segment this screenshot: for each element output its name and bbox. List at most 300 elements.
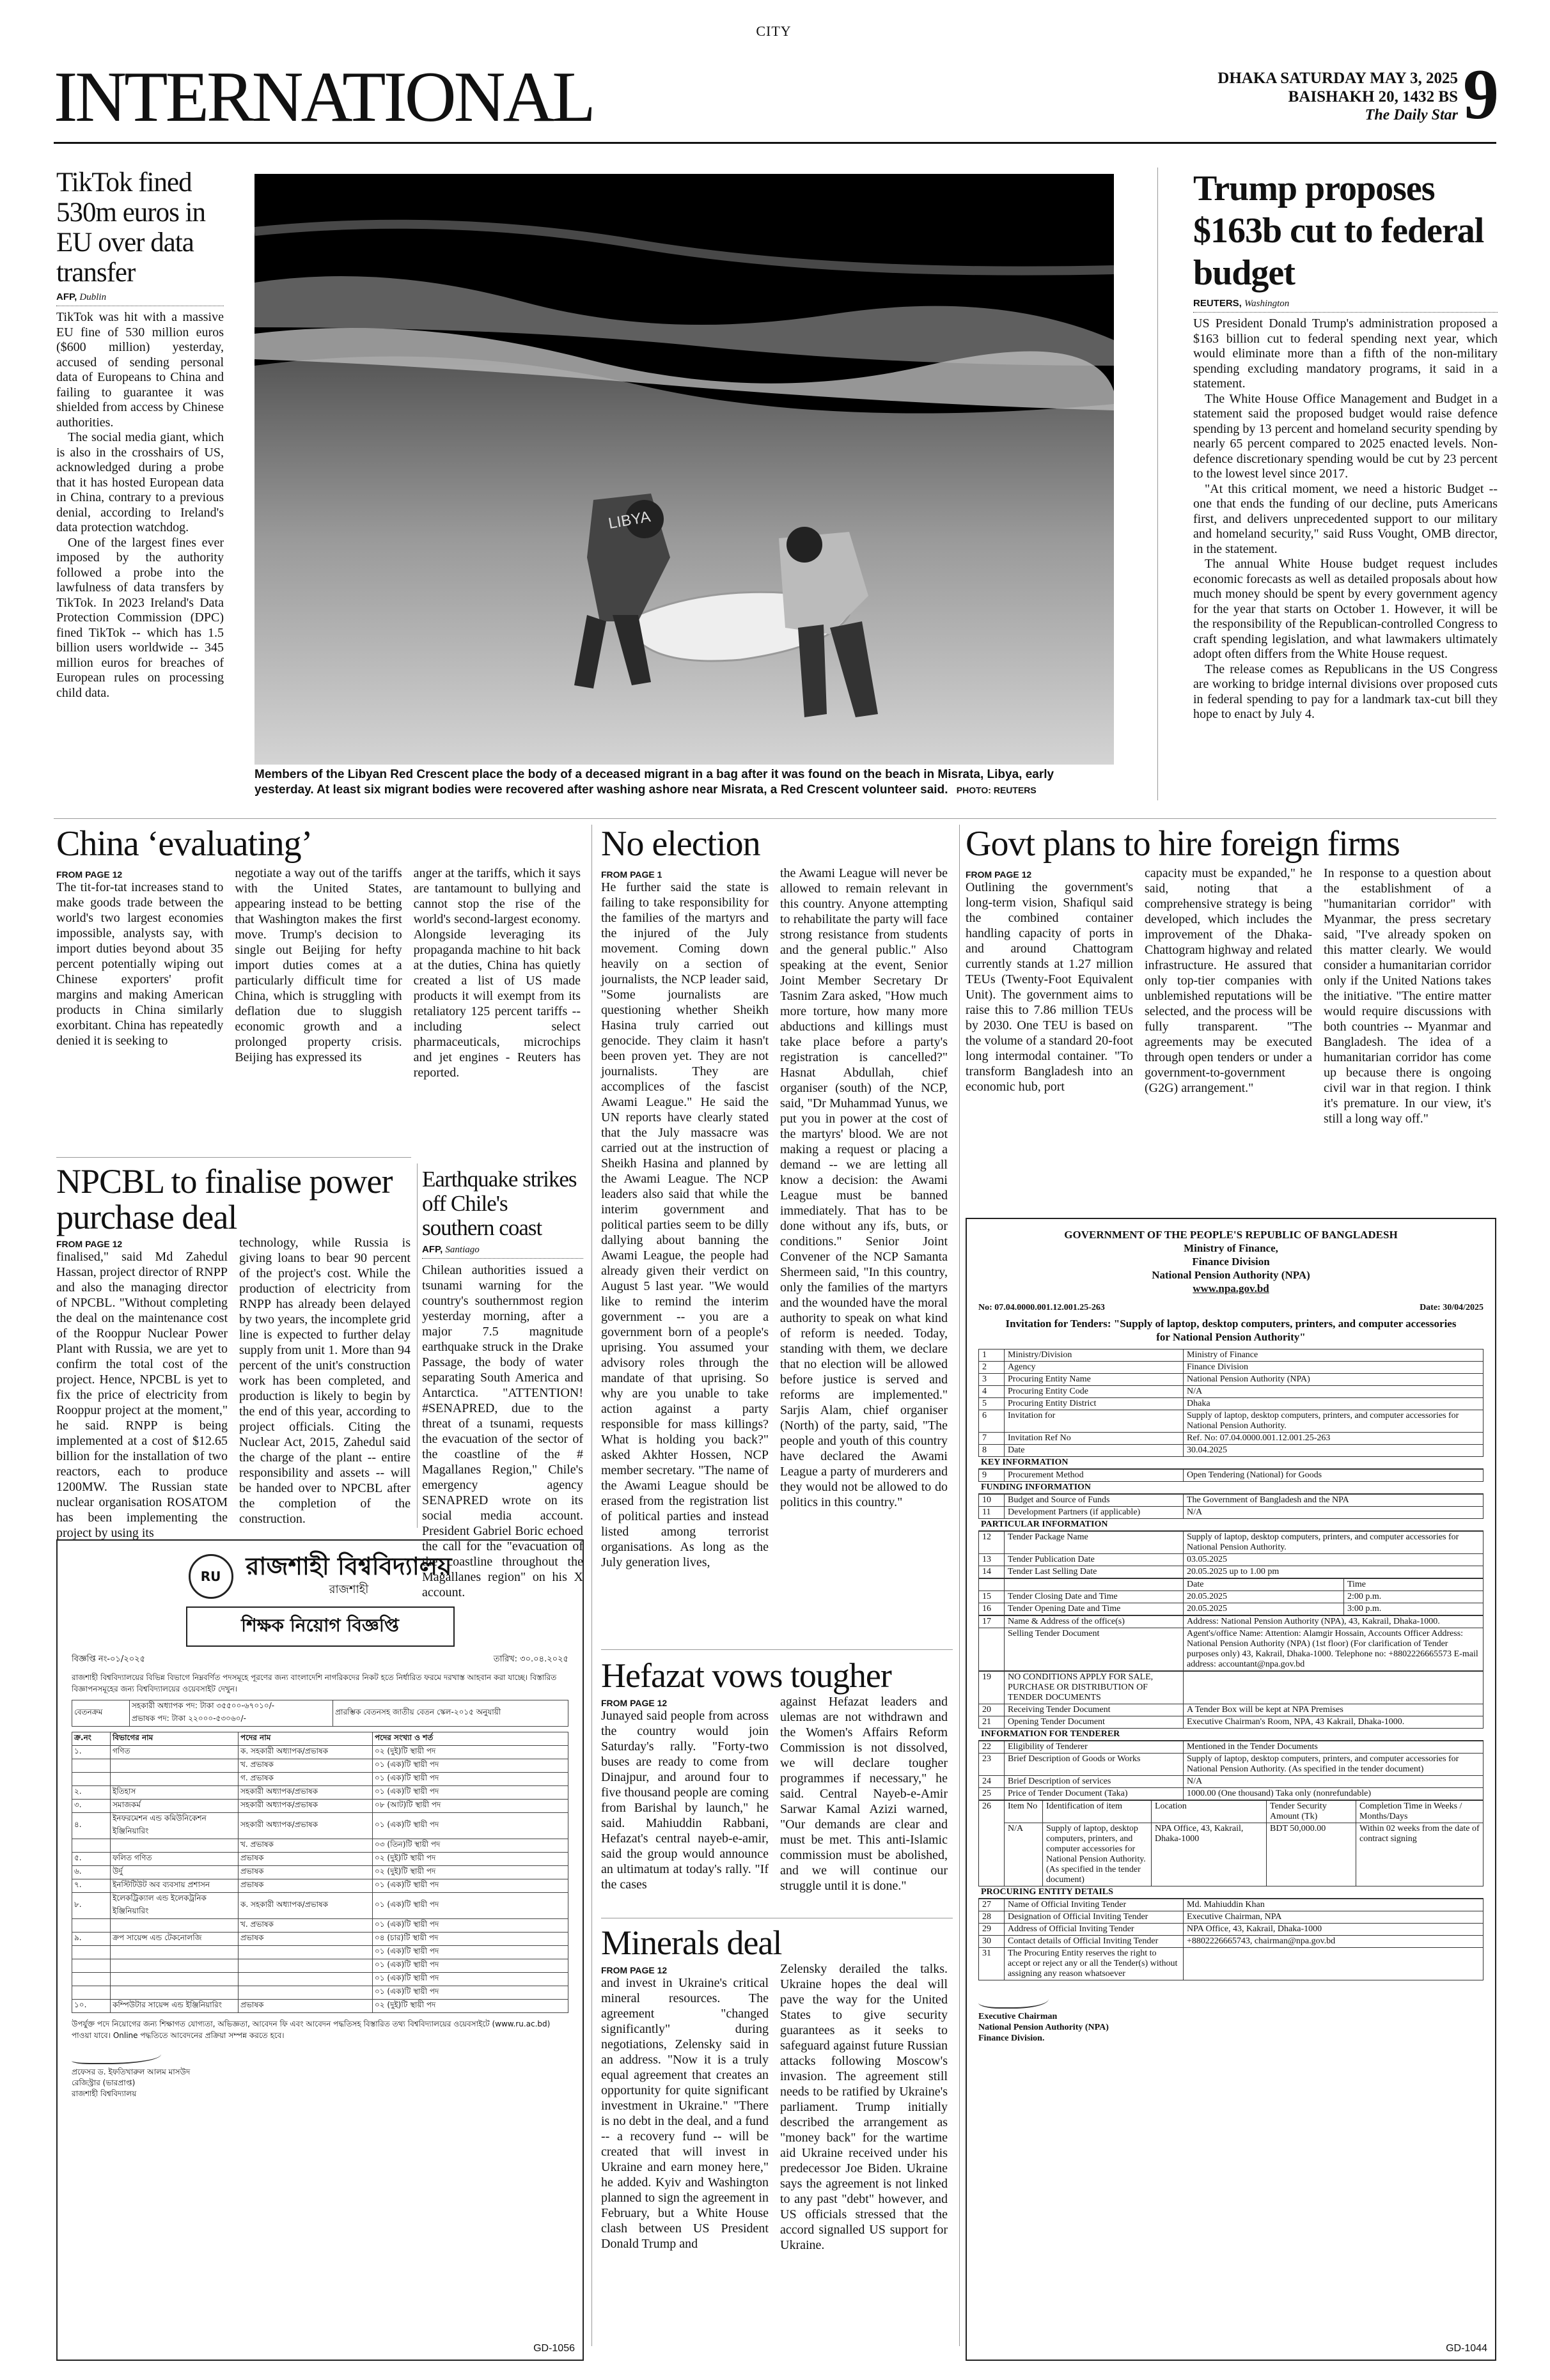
govt-col-1: Outlining the government's long-term vision, Shafiqul said the combined container handling capacity of ports in and around Chattogram currently stands at 1.27 million TEUs (Twenty-Foot Equivalent Unit). The government aims to raise this to 7.86 million TEUs by 2030. One TEU is based on the volume of a standard 20-foot long intermodal container. "To transform Bangladesh into an economic hub, port — [966, 880, 1133, 1094]
ru-post-row — [72, 1839, 568, 1853]
ru-post-row-cell — [239, 1959, 373, 1973]
npa-row-cell — [1184, 1948, 1483, 1980]
ru-post-row-cell: ০২ (দুই)টি স্থায়ী পদ — [373, 1866, 568, 1879]
ru-post-row — [72, 1893, 568, 1919]
npa-row-cell: Eligibility of Tenderer — [1005, 1741, 1184, 1754]
npa-row — [979, 1754, 1483, 1776]
election-story — [601, 825, 953, 1570]
ru-post-row-cell: সহকারী অধ্যাপক/প্রভাষক — [239, 1800, 373, 1813]
npa-row17-no: 17 — [979, 1616, 1005, 1628]
photo-credit: PHOTO: REUTERS — [956, 785, 1037, 795]
quake-rule — [417, 1163, 418, 1528]
npa-invitation-title: Invitation for Tenders: "Supply of laptop, desktop computers, printers, and computer accessories for National Pension Authority" — [1005, 1318, 1457, 1343]
ru-post-row-cell: ২. — [72, 1786, 111, 1800]
hefazat-headline: Hefazat vows tougher — [601, 1656, 891, 1695]
npa-row — [979, 1603, 1483, 1615]
ru-post-row-cell — [72, 1959, 111, 1973]
npa-row-cell: 12 — [979, 1532, 1005, 1554]
divider-npcbl — [56, 1157, 411, 1158]
npa-signature-scribble — [978, 1989, 1049, 2009]
npa-row-cell: Md. Mahiuddin Khan — [1184, 1899, 1483, 1911]
npa-row-cell: The Procuring Entity reserves the right to accept or reject any or all the Tender(s) without assigning any reason whatsoever — [1005, 1948, 1184, 1980]
govt-story — [966, 825, 1496, 1126]
ru-post-row-cell: ০১ (এক)টি স্থায়ী পদ — [373, 1759, 568, 1773]
ru-post-row-cell: কম্পিউটার সায়েন্স এন্ড ইঞ্জিনিয়ারিং — [111, 2000, 239, 2013]
ru-post-row-cell: ০২ (দুই)টি স্থায়ী পদ — [373, 1746, 568, 1759]
ru-post-row-cell: খ. প্রভাষক — [239, 1839, 373, 1853]
npa-table-h — [978, 1899, 1483, 1980]
ru-scale-note: প্রারম্ভিক বেতনসহ জাতীয় বেতন স্কেল-২০১৫ অনুযায়ী — [333, 1700, 568, 1727]
ru-post-row-cell: ০১ (এক)টি স্থায়ী পদ — [373, 1986, 568, 2000]
npa-row-cell: Supply of laptop, desktop computers, printers, and computer accessories for National Pension Authority. — [1184, 1410, 1483, 1433]
npa-row — [979, 1776, 1483, 1788]
npa-ref-date: Date: 30/04/2025 — [1420, 1303, 1483, 1312]
trump-dateline: REUTERS, Washington — [1193, 298, 1290, 309]
ru-post-row — [72, 1986, 568, 2000]
ru-post-row-cell: ০৮ (আট)টি স্থায়ী পদ — [373, 1800, 568, 1813]
npa-row-cell: Procuring Entity District — [1005, 1398, 1184, 1410]
npa-row-cell: 22 — [979, 1741, 1005, 1754]
divider-row-1 — [54, 818, 1496, 819]
npa-row-cell: 31 — [979, 1948, 1005, 1980]
ru-post-row — [72, 1853, 568, 1866]
election-rule — [591, 825, 592, 2346]
npa-row-cell: 1000.00 (One thousand) Taka only (nonrefundable) — [1184, 1788, 1483, 1800]
npa-row-cell: 2:00 p.m. — [1343, 1591, 1483, 1603]
ru-post-row-cell: ০১ (এক)টি স্থায়ী পদ — [373, 1893, 568, 1919]
npa-lot-table: 26 Item No Identification of item Location Tender Security Amount (Tk) Completion Time in Weeks / Months/Days N/A Supply of laptop, desktop computers, printers, and computer accessories for National Pension Authority. (As specified in the tender document) NPA Office, 43, Kakrail, Dhaka-1000 BDT 50,000.00 Within 02 weeks from the date of contract signing — [978, 1800, 1483, 1886]
npa-row — [979, 1445, 1483, 1457]
ru-post-row-cell — [72, 1773, 111, 1786]
npa-sec-key: KEY INFORMATION — [978, 1457, 1483, 1469]
minerals-from: FROM PAGE 12 — [601, 1965, 668, 1975]
ru-post-row-cell: ০৩ (তিন)টি স্থায়ী পদ — [373, 1839, 568, 1853]
ru-post-row — [72, 1946, 568, 1959]
quake-story — [422, 1167, 583, 1600]
ru-post-row-cell — [72, 1986, 111, 2000]
npa-header-3: Finance Division — [1192, 1256, 1270, 1268]
trump-rule — [1157, 167, 1158, 800]
ru-post-row-cell: ০১ (এক)টি স্থায়ী পদ — [373, 1879, 568, 1893]
npa-row-cell: 29 — [979, 1924, 1005, 1936]
npa-row — [979, 1495, 1483, 1507]
npa-header-2: Ministry of Finance, — [1184, 1242, 1278, 1254]
npa-row17b-value: Agent's/office Name: Attention: Alamgir Hossain, Accounts Officer Address: National Pension Authority (NPA) (1st floor) (For clarification of Tender purposes only) 43, Kakrail, Dhaka-1000. Telephone no: +8802226665573 E-mail address: accountant@npa.gov.bd — [1184, 1628, 1483, 1671]
npa-row-cell: 25 — [979, 1788, 1005, 1800]
npa-row-cell: Address of Official Inviting Tender — [1005, 1924, 1184, 1936]
ru-post-row — [72, 1879, 568, 1893]
npa-row-cell: 20.05.2025 — [1184, 1603, 1344, 1615]
vest-text: LIBYA — [607, 508, 652, 533]
npa-row-cell: Open Tendering (National) for Goods — [1184, 1470, 1483, 1482]
npa-row — [979, 1374, 1483, 1386]
news-photo — [254, 174, 1114, 765]
npa-row-cell: Ministry of Finance — [1184, 1349, 1483, 1362]
npa-row-cell: Invitation Ref No — [1005, 1433, 1184, 1445]
npa-row-cell: Ref. No: 07.04.0000.001.12.001.25-263 — [1184, 1433, 1483, 1445]
govt-col-3: In response to a question about the establishment of a "humanitarian corridor" with Myanmar, the press secretary said, "I've already spoken on this matter clearly. We would consider a humanitarian corridor only if the United Nations takes the initiative. "The entire matter would require discussions with both countries -- Myanmar and Bangladesh. The idea of a humanitarian corridor has come up because there is ongoing civil war in that region. I think it's premature. In our view, it's still a long way off." — [1324, 866, 1491, 1126]
minerals-col-2: Zelensky derailed the talks. Ukraine hopes the deal will pave the way for the United States to give security guarantees as it seeks to safeguard against future Russian attacks following Moscow's invasion. The agreement still needs to be ratified by Ukraine's parliament. Trump initially described the arrangement as "money back" for the wartime aid Ukraine received under his predecessor Joe Biden. Ukraine says the agreement is not linked to any past "debt" however, and US officials stressed that the accord signalled US support for Ukraine. — [780, 1962, 948, 2252]
ru-post-row-cell: সমাজকর্ম — [111, 1800, 239, 1813]
npa-row — [979, 1788, 1483, 1800]
npa-row — [979, 1936, 1483, 1948]
ru-post-row-cell — [239, 1986, 373, 2000]
npa-row-cell: 14 — [979, 1566, 1005, 1578]
npa-date-hdr: Date — [1184, 1579, 1344, 1591]
npa-row — [979, 1716, 1483, 1729]
npa-row-cell: 2 — [979, 1362, 1005, 1374]
masthead-rule — [54, 142, 1496, 144]
npa-row — [979, 1948, 1483, 1980]
npa-row-cell: NPA Office, 43, Kakrail, Dhaka-1000 — [1184, 1924, 1483, 1936]
npa-row — [979, 1704, 1483, 1716]
ru-post-row-cell — [111, 1773, 239, 1786]
ru-post-row-cell: প্রভাষক — [239, 2000, 373, 2013]
npa-row-cell: Designation of Official Inviting Tender — [1005, 1911, 1184, 1924]
npa-row-cell: NO CONDITIONS APPLY FOR SALE, PURCHASE OR DISTRIBUTION OF TENDER DOCUMENTS — [1005, 1672, 1184, 1704]
npa-row-cell: Supply of laptop, desktop computers, printers, and computer accessories for National Pension Authority. (As specified in the tender document) — [1184, 1754, 1483, 1776]
minerals-headline: Minerals deal — [601, 1924, 782, 1962]
npcbl-col-2: technology, while Russia is giving loans to bear 90 percent of the project's cost. While the production of electricity from RNPP has already been delayed by two years, the incomplete grid line is expected to further delay supply from unit 1. More than 94 percent of the unit's construction work has been completed, and production is likely to begin by the end of this year, according to project officials. Citing the Nuclear Act, 2015, Zahedul said the charge of the plant -- entire responsibility and assets -- will be handed over to NPCBL after the completion of the construction. — [239, 1236, 411, 1526]
ru-scale-label: বেতনক্রম — [72, 1700, 130, 1727]
npa-row — [979, 1532, 1483, 1554]
npa-row-cell: 9 — [979, 1470, 1005, 1482]
trump-headline: Trump proposes $163b cut to federal budget — [1193, 169, 1484, 293]
npa-row-cell: 3 — [979, 1374, 1005, 1386]
ru-post-row-cell — [111, 1839, 239, 1853]
ru-intro: রাজশাহী বিশ্ববিদ্যালয়ের বিভিন্ন বিভাগে নিম্নবর্ণিত পদসমূহে পূরণের জন্য বাংলাদেশি নাগরিকদের নিকট হতে নির্ধারিত ফরমে দরখাস্ত আহবান করা যাচ্ছে। বিস্তারিত বিজ্ঞাপনসমূহের জন্য বিশ্ববিদ্যালয়ের ওয়েবসাইট দেখুন। — [72, 1673, 557, 1693]
date-block — [1164, 69, 1458, 125]
ru-post-row-cell: ৫. — [72, 1853, 111, 1866]
npa-row-cell: 20.05.2025 — [1184, 1591, 1344, 1603]
ru-post-row-cell: ০১ (এক)টি স্থায়ী পদ — [373, 1786, 568, 1800]
npa-row — [979, 1741, 1483, 1754]
npa-row-cell: Tender Package Name — [1005, 1532, 1184, 1554]
ru-post-row-cell: ক. সহকারী অধ্যাপক/প্রভাষক — [239, 1893, 373, 1919]
ru-post-row-cell: প্রভাষক — [239, 1853, 373, 1866]
npa-row — [979, 1398, 1483, 1410]
npa-row-cell: 28 — [979, 1911, 1005, 1924]
npa-row-cell: N/A — [1184, 1507, 1483, 1519]
npa-sec-tenderer: INFORMATION FOR TENDERER — [978, 1729, 1483, 1741]
npa-row-cell: N/A — [1184, 1776, 1483, 1788]
ru-post-row — [72, 2000, 568, 2013]
election-col-1: He further said the state is failing to take responsibility for the families of the martyrs and the injured of the July movement. Coming down heavily on a section of journalists, the NCP leader said, "Some journalists are questioning whether Sheikh Hasina truly carried out genocide. They claim it hasn't been proven yet. They are not journalists. They are accomplices of the fascist Awami League." He said the UN reports have clearly stated that the July massacre was carried out at the instruction of Sheikh Hasina and planned by the Awami League. The NCP leaders also said that while the interim government and political parties seem to be dilly dallying about banning the Awami League, the people had already given their verdict on August 5 last year. "We would like to remind the interim government -- you are a government born of a people's uprising. You assumed your advisory roles through the mandate of that uprising. So why are you unable to take action against a party responsible for mass killings? What is holding you back?" asked Akhter Hossen, NCP member secretary. "The name of the Awami League should be erased from the registration list of political parties and instead listed among terrorist organisations. As long as the July generation lives, — [601, 880, 769, 1569]
npa-row-cell: Opening Tender Document — [1005, 1716, 1184, 1729]
ru-post-row-cell: ৮. — [72, 1893, 111, 1919]
trump-body: US President Donald Trump's administration proposed a $163 billion cut to federal spending next year, which would eliminate more than a fifth of the non-military spending excluding mandatory programs, it said in a statement. The White House Office Management and Budget in a statement said the proposed budget would raise defence spending by 13 percent and homeland security spending by nearly 65 percent compared to 2025 enacted levels. Non-defence discretionary spending would be cut by 23 percent to the lowest level since 2017. "At this critical moment, we need a historic Budget -- one that ends the funding of our decline, puts Americans first, and delivers unprecedented support to our military and homeland security," said Russ Vought, OMB director, in the statement. The annual White House budget request includes economic forecasts as well as detailed proposals about how much money should be spent by every government agency for the year that starts on October 1. However, it will be the responsibility of the Republican-controlled Congress to craft spending legislation, and what lawmakers ultimately adopt often differs from the White House request. The release comes as Republicans in the US Congress are working to bridge internal divisions over proposed cuts in federal spending to pay for a landmark tax-cut bill they hope to enact by July 4. — [1193, 316, 1498, 721]
npa-row-cell: Procuring Entity Name — [1005, 1374, 1184, 1386]
china-headline: China ‘evaluating’ — [56, 824, 313, 864]
date-line-2: BAISHAKH 20, 1432 BS — [1288, 88, 1458, 105]
ru-ref: বিজ্ঞপ্তি নং-০১/২০২৫ — [72, 1654, 146, 1664]
npa-row17-label: Name & Address of the office(s) — [1005, 1616, 1184, 1628]
ru-post-row-cell: ইনস্টিটিউট অব ব্যবসায় প্রশাসন — [111, 1879, 239, 1893]
ru-post-row-cell: ০১ (এক)টি স্থায়ী পদ — [373, 1919, 568, 1933]
beach-photo-illustration — [254, 174, 1114, 765]
npa-row-cell: Procuring Entity Code — [1005, 1386, 1184, 1398]
photo-caption: Members of the Libyan Red Crescent place the body of a deceased migrant in a bag after it was found on the beach in Misrata, Libya, early yesterday. At least six migrant bodies were recovered after washing ashore near Misrata, a Red Crescent volunteer said. PHOTO: REUTERS — [254, 768, 1054, 797]
npa-row-cell: Procurement Method — [1005, 1470, 1184, 1482]
ru-post-row-cell — [239, 1973, 373, 1986]
npa-row — [979, 1899, 1483, 1911]
npa-row — [979, 1911, 1483, 1924]
ru-post-row-cell — [239, 1946, 373, 1959]
ru-scale-values: সহকারী অধ্যাপক পদ: টাকা ৩৫৫০০-৬৭০১০/- প্রভাষক পদ: টাকা ২২০০০-৫৩০৬০/- — [130, 1700, 333, 1727]
npa-row-cell: 7 — [979, 1433, 1005, 1445]
npa-row-cell: The Government of Bangladesh and the NPA — [1184, 1495, 1483, 1507]
date-line-1: DHAKA SATURDAY MAY 3, 2025 — [1217, 70, 1458, 87]
npa-row-cell: Brief Description of services — [1005, 1776, 1184, 1788]
ru-post-row-cell — [111, 1919, 239, 1933]
npa-row — [979, 1507, 1483, 1519]
ru-post-row-cell: ০১ (এক)টি স্থায়ী পদ — [373, 1959, 568, 1973]
npa-row-cell: Executive Chairman, NPA — [1184, 1911, 1483, 1924]
npa-row-cell: 23 — [979, 1754, 1005, 1776]
npa-row-cell: Price of Tender Document (Taka) — [1005, 1788, 1184, 1800]
npa-row-cell: A Tender Box will be kept at NPA Premises — [1184, 1704, 1483, 1716]
npa-row-cell: Tender Last Selling Date — [1005, 1566, 1184, 1578]
ru-post-row — [72, 1866, 568, 1879]
npa-row-cell: Invitation for — [1005, 1410, 1184, 1433]
ru-post-row-cell: খ. প্রভাষক — [239, 1759, 373, 1773]
ru-post-row — [72, 1786, 568, 1800]
ru-post-row-cell: ৬. — [72, 1866, 111, 1879]
npa-row-cell: Name of Official Inviting Tender — [1005, 1899, 1184, 1911]
npa-row — [979, 1470, 1483, 1482]
election-col-2: the Awami League will never be allowed to remain relevant in this country. Anyone attempting to rehabilitate the party will face strong resistance from students and the general public." Also speaking at the event, Senior Joint Member Secretary Dr Tasnim Zara asked, "How much more torture, how many more abductions and killings must take place before a party's registration is cancelled?" Hasnat Abdullah, chief organiser (south) of the NCP, said, "Dr Muhammad Yunus, we put you in power at the cost of the martyrs' blood. We are not making a request or placing a demand -- we are letting all know a decision: the Awami League must be banned immediately. That has to be done without any ifs, buts, or conditions." Senior Joint Convener of the NCP Samanta Shermeen said, "In this country, only the families of the martyrs and the wounded have the moral authority to speak on what kind of reform is needed. Today, standing with them, we declare that no election will be allowed before justice is served and reforms are implemented." Sarjis Alam, chief organiser (North) of the party, said, "The people and youth of this country have declared the Awami League a party of murderers and they would not be allowed to do politics in this country." — [780, 866, 948, 1509]
npa-row-cell — [1184, 1672, 1483, 1704]
npa-header-5: www.npa.gov.bd — [1193, 1282, 1269, 1295]
ru-post-row-cell: গণিত — [111, 1746, 239, 1759]
npa-time-hdr: Time — [1343, 1579, 1483, 1591]
npa-row-cell: 10 — [979, 1495, 1005, 1507]
npa-row-cell: 27 — [979, 1899, 1005, 1911]
ru-advertisement — [56, 1539, 584, 2361]
ru-post-row — [72, 1813, 568, 1839]
ru-post-row-cell: প্রভাষক — [239, 1933, 373, 1946]
ru-post-row — [72, 1959, 568, 1973]
ru-post-row — [72, 1746, 568, 1759]
ru-post-row-cell: ০১ (এক)টি স্থায়ী পদ — [373, 1946, 568, 1959]
npa-row-cell: 15 — [979, 1591, 1005, 1603]
ru-post-row-cell: প্রভাষক — [239, 1866, 373, 1879]
govt-headline: Govt plans to hire foreign firms — [966, 824, 1400, 864]
page-number: 9 — [1463, 55, 1499, 134]
npcbl-from: FROM PAGE 12 — [56, 1239, 123, 1249]
npa-row-cell: Dhaka — [1184, 1398, 1483, 1410]
ru-post-row-cell: ক. সহকারী অধ্যাপক/প্রভাষক — [239, 1746, 373, 1759]
npa-sec-details: PROCURING ENTITY DETAILS — [978, 1886, 1483, 1899]
ru-post-row — [72, 1800, 568, 1813]
ru-post-row-cell — [111, 1946, 239, 1959]
ru-post-row-cell: ফলিত গণিত — [111, 1853, 239, 1866]
ru-post-row-cell: প্রভাষক — [239, 1879, 373, 1893]
china-col-3: anger at the tariffs, which it says are tantamount to bullying and cannot stop the rise of the world's second-largest economy. Alongside leveraging its propaganda machine to hit back at the duties, China has quietly created a list of US made products it will exempt from its retaliatory 125 percent tariffs -- including select pharmaceuticals, microchips and jet engines - Reuters has reported. — [413, 866, 581, 1080]
npa-row-cell: Tender Publication Date — [1005, 1554, 1184, 1566]
ru-banner: শিক্ষক নিয়োগ বিজ্ঞপ্তি — [186, 1606, 455, 1647]
china-story — [56, 825, 581, 1080]
npa-row — [979, 1591, 1483, 1603]
npa-table-g — [978, 1741, 1483, 1800]
ru-subtitle: রাজশাহী — [329, 1583, 369, 1596]
govt-from: FROM PAGE 12 — [966, 869, 1032, 880]
ru-post-row-cell — [111, 1959, 239, 1973]
npa-row — [979, 1386, 1483, 1398]
ru-footer: উপর্যুক্ত পদে নিয়োগের জন্য শিক্ষাগত যোগ্যতা, অভিজ্ঞতা, আবেদন ফি এবং আবেদন পদ্ধতিসহ বিস্তারিত তথ্য বিশ্ববিদ্যালয়ের ওয়েবসাইটে (www.ru.ac.bd) পাওয়া যাবে। Online পদ্ধতিতে আবেদনের প্রক্রিয়া সম্পন্ন করতে হবে। — [72, 2019, 551, 2040]
section-tag: CITY — [756, 23, 792, 39]
npa-row-cell: Agency — [1005, 1362, 1184, 1374]
quake-headline: Earthquake strikes off Chile's southern coast — [422, 1167, 577, 1240]
npa-row-cell: 1 — [979, 1349, 1005, 1362]
ru-post-row-cell: ৩. — [72, 1800, 111, 1813]
npa-row-cell: 11 — [979, 1507, 1005, 1519]
quake-body: Chilean authorities issued a tsunami warning for the country's southernmost region yesterday morning, after a major 7.5 magnitude earthquake struck in the Drake Passage, the body of water separating South America and Antarctica. "ATTENTION! #SENAPRED, due to the threat of a tsunami, requests the evacuation of the sector of the coastline of the # Magallanes Region," Chile's emergency agency SENAPRED wrote on its social media account. President Gabriel Boric echoed the call for the "evacuation of the coastline throughout the Magallanes region" on his X account. — [422, 1263, 583, 1599]
npa-row-cell: Budget and Source of Funds — [1005, 1495, 1184, 1507]
npa-row-cell: N/A — [1184, 1386, 1483, 1398]
ru-scale-table — [72, 1700, 568, 1727]
npa-signature-block: Executive Chairman National Pension Authority (NPA) Finance Division. — [978, 1989, 1483, 2044]
ru-post-row-cell: ৯. — [72, 1933, 111, 1946]
ru-post-row-cell: ০১ (এক)টি স্থায়ী পদ — [373, 1813, 568, 1839]
npcbl-col-1: finalised," said Md Zahedul Hassan, project director of RNPP and also the managing director of NPCBL. "Without completing the deal on the maintenance cost of the Rooppur Nuclear Power Plant with Russia, we are yet to confirm the total cost of the project. Hence, NPCBL is yet to fix the price of electricity from Rooppur project at the moment," he said. RNPP is being implemented at a cost of $12.65 billion for the installation of two reactors, each to produce 1200MW. The Russian state nuclear organisation ROSATOM has been implementing the project by using its — [56, 1250, 228, 1540]
npa-row17-value: Address: National Pension Authority (NPA), 43, Kakrail, Dhaka-1000. — [1184, 1616, 1483, 1628]
npa-row-cell: 16 — [979, 1603, 1005, 1615]
trump-story — [1193, 167, 1498, 722]
govt-col-2: capacity must be expanded," he said, noting that a comprehensive strategy is being developed, which includes the improvement of the Dhaka-Chattogram highway and related infrastructure. He assured that only top-tier companies with unblemished reputations will be selected, and the process will be fully transparent. "The agreements may be executed through open tenders or under a government-to-government (G2G) arrangement." — [1145, 866, 1312, 1095]
ru-signature-scribble — [72, 2048, 161, 2064]
npa-row-cell: Contact details of Official Inviting Tender — [1005, 1936, 1184, 1948]
ru-code: GD-1056 — [533, 2343, 575, 2354]
npa-table-f — [978, 1671, 1483, 1729]
minerals-story — [601, 1924, 953, 2253]
npa-row-cell: 21 — [979, 1716, 1005, 1729]
ru-post-row-cell — [72, 1839, 111, 1853]
ru-posts-table — [72, 1732, 568, 2013]
ru-post-row-cell: ১০. — [72, 2000, 111, 2013]
npa-table-17 — [978, 1615, 1483, 1671]
npa-row — [979, 1566, 1483, 1578]
ru-post-row-cell: খ. প্রভাষক — [239, 1919, 373, 1933]
npa-sec-particular: PARTICULAR INFORMATION — [978, 1519, 1483, 1531]
minerals-col-1: and invest in Ukraine's critical mineral resources. The agreement "changed significantly" during negotiations, Zelensky said in an address. "Now it is a truly equal agreement that creates an opportunity for quite significant investment in Ukraine." "There is no debt in the deal, and a fund -- a recovery fund -- will be created that will invest in Ukraine and earn money here," he added. Kyiv and Washington planned to sign the agreement in February, but a White House clash between US President Donald Trump and — [601, 1976, 769, 2251]
ru-post-row-cell: ০১ (এক)টি স্থায়ী পদ — [373, 1973, 568, 1986]
ru-post-row-cell — [72, 1973, 111, 1986]
npa-row-cell: 4 — [979, 1386, 1005, 1398]
election-from: FROM PAGE 1 — [601, 869, 662, 880]
ru-post-row-cell: ১. — [72, 1746, 111, 1759]
hefazat-story — [601, 1657, 953, 1894]
npa-table-a — [978, 1349, 1483, 1457]
ru-post-row-cell: ইলেকট্রিক্যাল এন্ড ইলেকট্রনিক ইঞ্জিনিয়ারিং — [111, 1893, 239, 1919]
ru-post-row — [72, 1759, 568, 1773]
election-headline: No election — [601, 824, 760, 864]
china-col-1: The tit-for-tat increases stand to make goods trade between the world's two largest economies impossible, analysts say, with import duties beyond about 35 percent potentially wiping out Chinese exporters' profit margins and making American products in China similarly exorbitant. China has repeatedly denied it is seeking to — [56, 880, 224, 1048]
ru-post-row-cell: সহকারী অধ্যাপক/প্রভাষক — [239, 1813, 373, 1839]
npa-row-cell: Development Partners (if applicable) — [1005, 1507, 1184, 1519]
ru-date: তারিখ: ৩০.০৪.২০২৫ — [493, 1654, 568, 1664]
npa-row — [979, 1554, 1483, 1566]
npa-lot-row: N/A Supply of laptop, desktop computers, printers, and computer accessories for National Pension Authority. (As specified in the tender document) NPA Office, 43, Kakrail, Dhaka-1000 BDT 50,000.00 Within 02 weeks from the date of contract signing — [979, 1823, 1483, 1886]
ru-post-row-cell: ইনফরমেশন এন্ড কমিউনিকেশন ইঞ্জিনিয়ারিং — [111, 1813, 239, 1839]
npa-table-c — [978, 1494, 1483, 1519]
npa-row-cell: 30.04.2025 — [1184, 1445, 1483, 1457]
npa-row-cell: 03.05.2025 — [1184, 1554, 1483, 1566]
tiktok-headline: TikTok fined 530m euros in EU over data transfer — [56, 167, 206, 288]
npa-header-1: GOVERNMENT OF THE PEOPLE'S REPUBLIC OF BANGLADESH — [1064, 1229, 1398, 1241]
ru-post-row-cell — [72, 1759, 111, 1773]
hefazat-from: FROM PAGE 12 — [601, 1698, 668, 1708]
govt-rule — [959, 825, 960, 2346]
npa-table-e — [978, 1578, 1483, 1615]
npa-row-cell: 6 — [979, 1410, 1005, 1433]
npa-header-4: National Pension Authority (NPA) — [1152, 1269, 1310, 1281]
tiktok-body: TikTok was hit with a massive EU fine of 530 million euros ($600 million) yesterday, accused of sending personal data of Europeans to China and failing to guarantee it was shielded from access by Chinese authorities. The social media giant, which is also in the crosshairs of US, acknowledged during a probe that it has hosted European data in China, contrary to a previous denial, according to Ireland's data protection watchdog. One of the largest fines ever imposed by the authority followed a probe into the lawfulness of data transfers by TikTok. In 2023 Ireland's Data Protection Commission (DPC) fined TikTok -- which has 1.5 billion users worldwide -- 345 million euros for breaches of European rules on processing child data. — [56, 310, 224, 700]
npa-code: GD-1044 — [1446, 2343, 1487, 2354]
ru-post-row-cell: উর্দু — [111, 1866, 239, 1879]
ru-post-row — [72, 1933, 568, 1946]
npa-row — [979, 1672, 1483, 1704]
ru-logo-icon: RU — [189, 1554, 233, 1599]
npcbl-headline: NPCBL to finalise power purchase deal — [56, 1162, 393, 1236]
npa-row-cell: 3:00 p.m. — [1343, 1603, 1483, 1615]
ru-post-row-cell: ৪. — [72, 1813, 111, 1839]
china-col-2: negotiate a way out of the tariffs with the United States, appearing instead to be betting that Washington makes the first move. Trump's decision to single out Beijing for hefty import duties comes at a particularly difficult time for China, which is struggling with deflation due to sluggish economic growth and a prolonged property crisis. Beijing has expressed its — [235, 866, 402, 1064]
ru-posts-header: ক্র.নং বিভাগের নাম পদের নাম পদের সংখ্যা ও শর্ত — [72, 1732, 568, 1746]
npa-lot-no: 26 — [979, 1801, 1005, 1886]
divider-hefazat — [601, 1649, 953, 1650]
ru-post-row-cell: ০২ (দুই)টি স্থায়ী পদ — [373, 2000, 568, 2013]
npa-row-cell: Receiving Tender Document — [1005, 1704, 1184, 1716]
china-from: FROM PAGE 12 — [56, 869, 123, 880]
ru-post-row-cell: ০৪ (চার)টি স্থায়ী পদ — [373, 1933, 568, 1946]
npa-row-cell: 20.05.2025 up to 1.00 pm — [1184, 1566, 1483, 1578]
npa-row-cell: Date — [1005, 1445, 1184, 1457]
ru-post-row-cell — [111, 1973, 239, 1986]
npa-row — [979, 1433, 1483, 1445]
npa-row17b-label: Selling Tender Document — [1005, 1628, 1184, 1671]
npa-row — [979, 1410, 1483, 1433]
npa-row-cell: Finance Division — [1184, 1362, 1483, 1374]
quake-dateline: AFP, Santiago — [422, 1244, 480, 1255]
ru-post-row-cell: সহকারী অধ্যাপক/প্রভাষক — [239, 1786, 373, 1800]
npa-row-cell: Ministry/Division — [1005, 1349, 1184, 1362]
npa-row — [979, 1924, 1483, 1936]
npa-row-cell: 30 — [979, 1936, 1005, 1948]
ru-post-row-cell: ক্রপ সায়েন্স এন্ড টেকনোলজি — [111, 1933, 239, 1946]
tiktok-story — [56, 167, 224, 701]
npa-row-cell: Tender Opening Date and Time — [1005, 1603, 1184, 1615]
npa-row-cell: +8802226665743, chairman@npa.gov.bd — [1184, 1936, 1483, 1948]
tiktok-dateline: AFP, Dublin — [56, 292, 107, 302]
ru-post-row-cell: ৭. — [72, 1879, 111, 1893]
ru-post-row-cell: গ. প্রভাষক — [239, 1773, 373, 1786]
ru-post-row-cell: ইতিহাস — [111, 1786, 239, 1800]
ru-signature-block: প্রফেসর ড. ইফতিখারুল আলম মাসউদ রেজিস্ট্রার (ভারপ্রাপ্ত) রাজশাহী বিশ্ববিদ্যালয় — [72, 2048, 568, 2099]
ru-post-row — [72, 1919, 568, 1933]
ru-title: রাজশাহী বিশ্ববিদ্যালয় — [246, 1552, 452, 1580]
npa-row-cell: 20 — [979, 1704, 1005, 1716]
npa-row-cell: Mentioned in the Tender Documents — [1184, 1741, 1483, 1754]
hefazat-col-2: against Hefazat leaders and ulemas are not withdrawn and the Women's Affairs Reform Commission is not dissolved, we will declare tougher programmes if necessary," he said. Central Nayeb-e-Amir Sarwar Kamal Azizi warned, "Our demands are clear and must be met. This anti-Islamic commission must be abolished, and we will continue our struggle until it is done." — [780, 1695, 948, 1893]
npa-row-cell: Tender Closing Date and Time — [1005, 1591, 1184, 1603]
npa-row-cell: 24 — [979, 1776, 1005, 1788]
npa-row-cell: 5 — [979, 1398, 1005, 1410]
npcbl-story — [56, 1163, 411, 1541]
ru-post-row-cell — [111, 1759, 239, 1773]
paper-name: The Daily Star — [1365, 107, 1458, 123]
npa-row-cell: 19 — [979, 1672, 1005, 1704]
